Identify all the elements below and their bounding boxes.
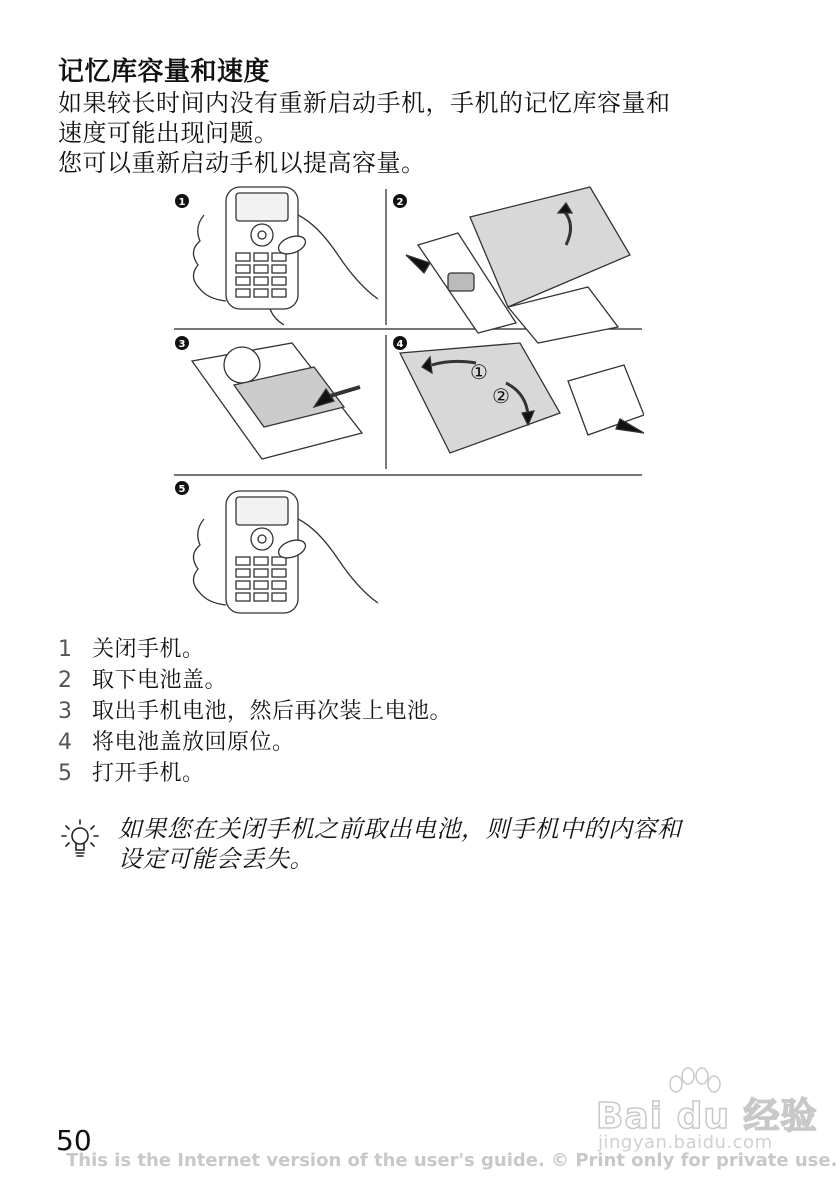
- tip-text: [118, 814, 768, 874]
- battery-icon: [192, 343, 362, 459]
- panel-label: 3: [178, 339, 186, 350]
- list-item: [58, 727, 758, 758]
- lightbulb-icon: [56, 816, 104, 864]
- phone-hand-icon: [193, 491, 378, 613]
- watermark-logo: Bai du 经验: [596, 1096, 818, 1137]
- list-item: [58, 696, 758, 727]
- panel-label: 1: [178, 197, 186, 208]
- step-number: 4: [58, 730, 73, 755]
- watermark-url: jingyan.baidu.com: [598, 1132, 773, 1153]
- sub-step-label: ①: [470, 360, 488, 384]
- baidu-watermark: [592, 1066, 818, 1154]
- step-number: 3: [58, 699, 73, 724]
- panel-label: 5: [178, 484, 186, 495]
- step-text: 取出手机电池，然后再次装上电池。: [92, 699, 453, 724]
- step-number: 1: [58, 637, 73, 662]
- battery-cover-icon: [406, 187, 630, 343]
- step-text: 打开手机。: [92, 761, 205, 786]
- intro-text: [58, 88, 778, 178]
- panel-label: 4: [396, 339, 404, 350]
- page-number: 50: [56, 1124, 92, 1157]
- tip-note: [56, 814, 776, 884]
- step-text: 将电池盖放回原位。: [92, 730, 295, 755]
- sub-step-label: ②: [492, 384, 510, 408]
- step-text: 取下电池盖。: [92, 668, 228, 693]
- illustration-canvas: [174, 185, 644, 621]
- restart-illustration: [174, 185, 644, 621]
- step-list: [58, 634, 758, 789]
- panel-label: 2: [396, 197, 404, 208]
- step-text: 关闭手机。: [92, 637, 205, 662]
- intro-line: 您可以重新启动手机以提高容量。: [58, 149, 426, 177]
- footer-notice: This is the Internet version of the user's guide. © Print only for private use.: [66, 1150, 838, 1171]
- phone-hand-icon: [193, 187, 378, 325]
- intro-line: 如果较长时间内没有重新启动手机，手机的记忆库容量和: [58, 89, 671, 117]
- cover-replace-icon: [400, 343, 644, 453]
- tip-line: 设定可能会丢失。: [118, 845, 314, 873]
- tip-line: 如果您在关闭手机之前取出电池，则手机中的内容和: [118, 815, 682, 843]
- list-item: [58, 634, 758, 665]
- intro-line: 速度可能出现问题。: [58, 119, 279, 147]
- step-number: 5: [58, 761, 73, 786]
- step-number: 2: [58, 668, 73, 693]
- list-item: [58, 665, 758, 696]
- section-heading: 记忆库容量和速度: [58, 57, 271, 87]
- list-item: [58, 758, 758, 789]
